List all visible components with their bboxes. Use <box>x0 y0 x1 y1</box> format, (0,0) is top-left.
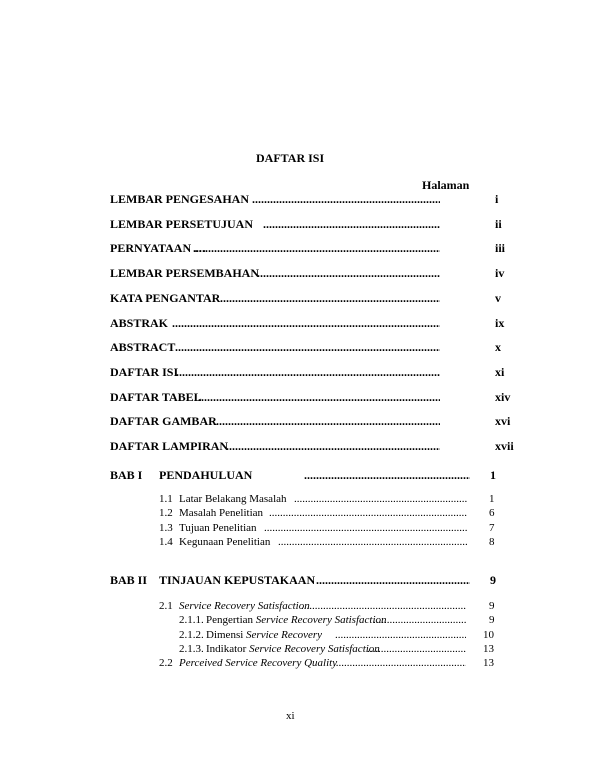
section-label-italic: Service Recovery Satisfaction <box>179 600 310 612</box>
toc-entry-label: DAFTAR TABEL <box>110 389 202 404</box>
dot-leader <box>257 266 440 281</box>
toc-entry <box>110 241 530 255</box>
toc-section <box>179 643 539 657</box>
toc-section <box>159 536 519 550</box>
section-label-prefix: Pengertian <box>206 614 254 627</box>
toc-entry-page: iv <box>495 266 505 281</box>
section-label <box>179 600 310 612</box>
page-title: DAFTAR ISI <box>256 151 325 165</box>
dot-leader <box>263 217 440 232</box>
toc-entry <box>110 414 530 428</box>
dot-leader <box>335 629 466 641</box>
dot-leader <box>278 536 467 548</box>
section-label <box>206 614 387 626</box>
section-label-prefix: Dimensi <box>206 628 244 641</box>
toc-entry-label: DAFTAR LAMPIRAN <box>110 439 229 453</box>
section-page: 13 <box>483 642 494 655</box>
toc-entry-page: xiv <box>495 389 511 404</box>
toc-entry-label: ABSTRAK <box>110 315 169 330</box>
toc-entry <box>110 266 530 280</box>
toc-entry-label: LEMBAR PERSEMBAHAN <box>110 266 260 281</box>
toc-entry-label: LEMBAR PERSETUJUAN <box>110 216 254 231</box>
toc-entry-page: xvi <box>495 414 511 429</box>
section-page: 1 <box>489 493 495 505</box>
section-page: 7 <box>489 521 495 534</box>
section-label <box>179 657 337 669</box>
section-page: 9 <box>489 614 495 627</box>
toc-entry <box>110 291 530 305</box>
dot-leader <box>226 439 440 454</box>
chapter-page: 1 <box>490 468 496 482</box>
dot-leader <box>252 192 440 207</box>
toc-entry <box>110 439 530 453</box>
dot-leader <box>304 468 470 483</box>
toc-entry-page: xvii <box>495 439 514 453</box>
toc-entry-page: ii <box>495 216 502 231</box>
toc-entry-label: DAFTAR GAMBAR <box>110 414 217 429</box>
dot-leader <box>269 507 467 519</box>
section-page: 10 <box>483 628 494 641</box>
chapter-number: BAB I <box>110 468 143 482</box>
toc-section <box>159 600 519 614</box>
section-label-italic: Service Recovery <box>246 628 323 641</box>
toc-entry-page: x <box>495 340 501 355</box>
toc-section <box>179 614 539 628</box>
section-number: 2.2 <box>159 657 173 670</box>
dot-leader <box>220 291 440 306</box>
section-number: 1.3 <box>159 521 173 534</box>
dot-leader <box>193 241 440 256</box>
section-page: 8 <box>489 535 495 548</box>
section-number: 2.1 <box>159 600 173 612</box>
section-label: Kegunaan Penelitian <box>179 535 271 548</box>
toc-section <box>159 522 519 536</box>
toc-entry-page: i <box>495 192 499 206</box>
toc-entry <box>110 365 530 379</box>
dot-leader <box>367 643 466 655</box>
chapter-title: TINJAUAN KEPUSTAKAAN <box>159 573 316 587</box>
toc-entry-label: LEMBAR PENGESAHAN <box>110 192 250 206</box>
section-label <box>206 629 322 641</box>
toc-entry-label: PERNYATAAN … <box>110 241 207 256</box>
section-label-prefix: Indikator <box>206 642 247 655</box>
chapter-page: 9 <box>490 573 496 587</box>
page-number-footer: xi <box>286 710 295 722</box>
dot-leader <box>264 522 467 534</box>
toc-entry-label: DAFTAR ISI <box>110 364 179 379</box>
dot-leader <box>333 657 466 669</box>
dot-leader <box>172 316 440 331</box>
section-number: 2.1.2. <box>179 628 204 641</box>
toc-section <box>179 629 539 643</box>
section-number: 1.4 <box>159 535 173 548</box>
dot-leader <box>301 600 466 612</box>
toc-entry <box>110 340 530 354</box>
section-number: 2.1.1. <box>179 614 204 627</box>
toc-entry-label: ABSTRACT <box>110 340 176 355</box>
section-page: 6 <box>489 507 495 520</box>
toc-section <box>159 507 519 521</box>
toc-section <box>159 657 519 671</box>
toc-entry-label: KATA PENGANTAR <box>110 290 221 305</box>
section-label: Tujuan Penelitian <box>179 521 257 534</box>
section-label-italic: Service Recovery Satisfaction <box>249 642 380 655</box>
dot-leader <box>175 340 440 355</box>
toc-chapter-2 <box>110 573 530 587</box>
chapter-number: BAB II <box>110 573 148 587</box>
section-page: 13 <box>483 657 494 670</box>
chapter-title: PENDAHULUAN <box>159 468 253 482</box>
section-label: Latar Belakang Masalah <box>179 493 287 505</box>
dot-leader <box>213 414 440 429</box>
section-label <box>206 643 380 655</box>
section-page: 9 <box>489 600 495 612</box>
dot-leader <box>316 573 470 588</box>
toc-entry <box>110 316 530 330</box>
dot-leader <box>294 493 467 505</box>
dot-leader <box>176 365 440 380</box>
toc-entry <box>110 192 530 206</box>
section-number: 1.2 <box>159 507 173 520</box>
toc-entry <box>110 217 530 231</box>
toc-chapter-1 <box>110 468 530 482</box>
toc-entry <box>110 390 530 404</box>
toc-section <box>159 493 519 507</box>
section-label: Masalah Penelitian <box>179 507 264 520</box>
toc-entry-page: ix <box>495 315 505 330</box>
section-label-italic: Service Recovery Satisfaction <box>255 614 387 627</box>
dot-leader <box>373 614 466 626</box>
toc-entry-page: iii <box>495 241 506 256</box>
section-number: 2.1.3. <box>179 642 204 655</box>
page-column-header: Halaman <box>422 178 470 192</box>
section-label-italic: Perceived Service Recovery Quality <box>179 657 338 670</box>
dot-leader <box>198 390 440 405</box>
section-number: 1.1 <box>159 493 173 505</box>
toc-entry-page: xi <box>495 364 505 379</box>
toc-entry-page: v <box>495 290 501 305</box>
